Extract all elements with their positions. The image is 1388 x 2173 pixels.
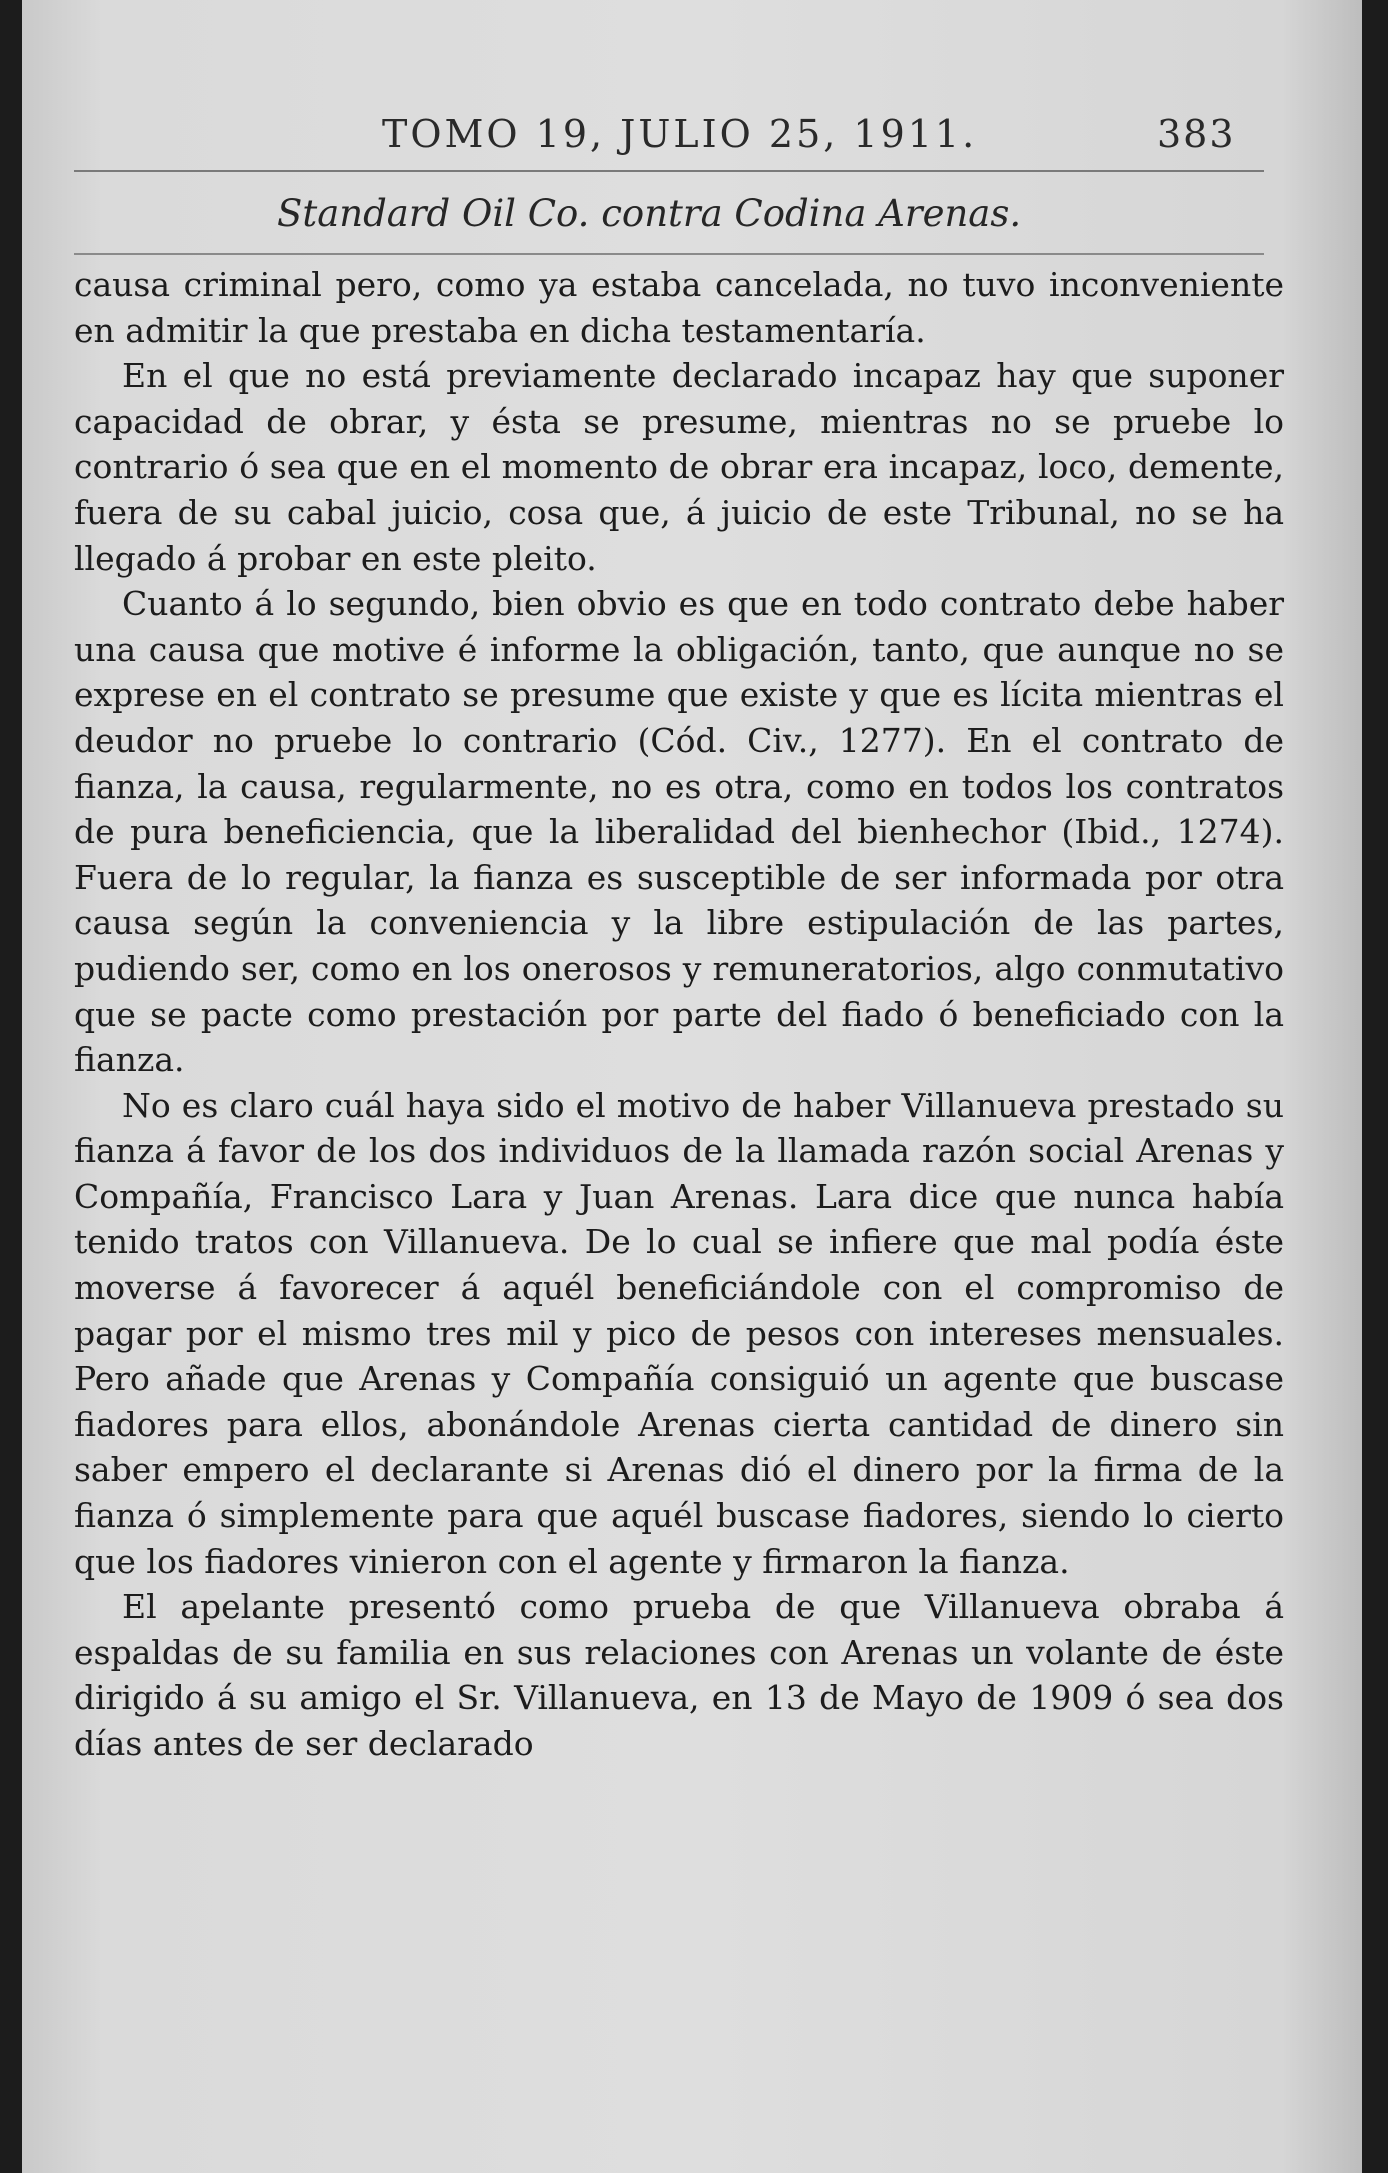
header-rule-bottom	[74, 253, 1264, 255]
paragraph-continued: causa criminal pero, como ya estaba cancelada, no tuvo inconveniente en admitir la que prestaba en dicha testamentaría.	[74, 265, 1284, 350]
body-text	[74, 262, 1284, 1767]
paragraph: No es claro cuál haya sido el motivo de haber Villanueva prestado su fianza á favor de los dos individuos de la llamada razón social Arenas y Compañía, Francisco Lara y Juan Arenas. Lara dice que nunca había tenido tratos con Villanueva. De lo cual se infiere que mal podía éste moverse á favorecer á aquél beneficiándole con el compromiso de pagar por el mismo tres mil y pico de pesos con intereses mensuales. Pero añade que Arenas y Compañía consiguió un agente que buscase fiadores para ellos, abonándole Arenas cierta cantidad de dinero sin saber empero el declarante si Arenas dió el dinero por la firma de la fianza ó simplemente para que aquél buscase fiadores, siendo lo cierto que los fiadores vinieron con el agente y firmaron la fianza.	[74, 1085, 1284, 1581]
paragraph: En el que no está previamente declarado incapaz hay que suponer capacidad de obrar, y ésta se presume, mientras no se pruebe lo contrario ó sea que en el momento de obrar era incapaz, loco, demente, fuera de su cabal juicio, cosa que, á juicio de este Tribunal, no se ha llegado á probar en este pleito.	[74, 356, 1284, 578]
case-title: Standard Oil Co. contra Codina Arenas.	[277, 192, 1022, 235]
book-page	[22, 0, 1362, 2173]
paragraph: El apelante presentó como prueba de que Villanueva obraba á espaldas de su familia en sus relaciones con Arenas un volante de éste dirigido á su amigo el Sr. Villanueva, en 13 de Mayo de 1909 ó sea dos días antes de ser declarado	[74, 1587, 1284, 1763]
paragraph: Cuanto á lo segundo, bien obvio es que en todo contrato debe haber una causa que motive é informe la obligación, tanto, que aunque no se exprese en el contrato se presume que existe y que es lícita mientras el deudor no pruebe lo contrario (Cód. Civ., 1277). En el contrato de fianza, la causa, regularmente, no es otra, como en todos los contratos de pura beneficiencia, que la liberalidad del bienhechor (Ibid., 1274). Fuera de lo regular, la fianza es susceptible de ser informada por otra causa según la conveniencia y la libre estipulación de las partes, pudiendo ser, como en los onerosos y remuneratorios, algo conmutativo que se pacte como prestación por parte del fiado ó beneficiado con la fianza.	[74, 584, 1284, 1080]
running-head: TOMO 19, JULIO 25, 1911.	[382, 112, 978, 156]
header-rule-top	[74, 170, 1264, 172]
page-number: 383	[1157, 112, 1236, 156]
